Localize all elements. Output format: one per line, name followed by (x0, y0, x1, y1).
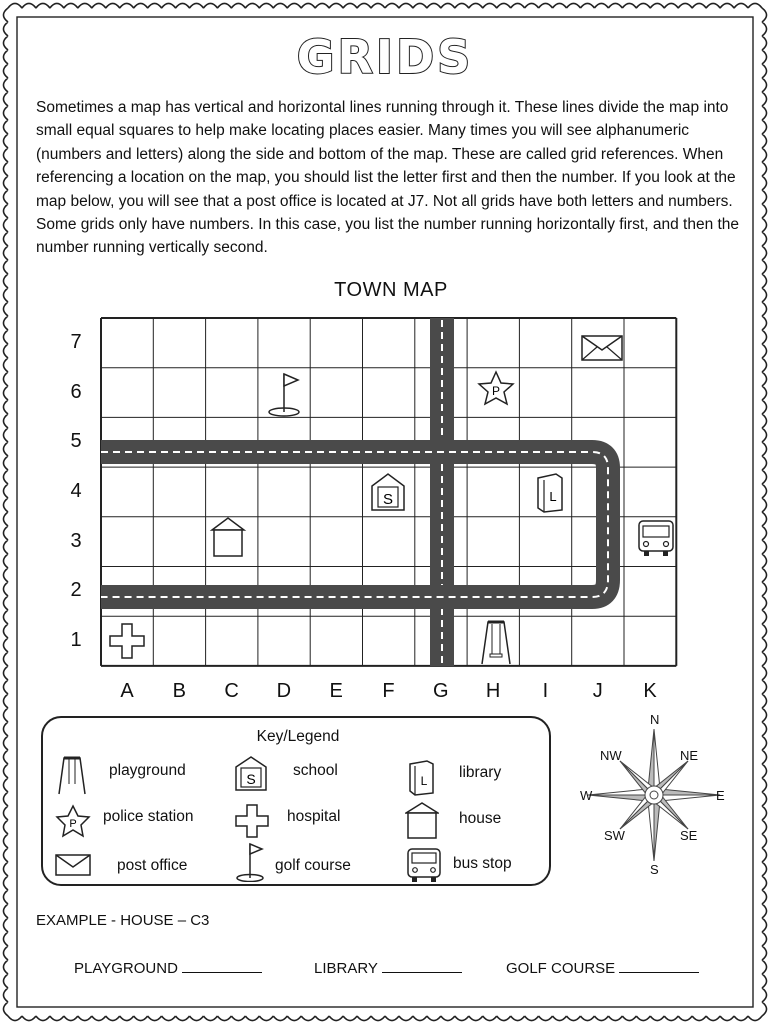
question-playground (74, 958, 262, 977)
school-icon (235, 756, 267, 792)
column-label-A: A (120, 680, 134, 702)
legend-label-school: school (293, 762, 338, 779)
library-icon-letter: L (549, 489, 557, 504)
school-icon-letter: S (382, 491, 394, 508)
playground-icon (55, 756, 89, 796)
row-label-7: 7 (70, 330, 82, 353)
police-icon-letter: P (491, 384, 501, 398)
compass-rose (570, 712, 746, 882)
map-title: TOWN MAP (334, 279, 448, 301)
answer-blank-library[interactable] (382, 958, 462, 973)
golf-course-icon (269, 374, 299, 416)
roads (101, 318, 608, 666)
page-title: GRIDS (296, 30, 474, 84)
legend-label-house: house (459, 810, 502, 827)
post-office-icon (582, 336, 622, 360)
row-label-3: 3 (70, 529, 82, 552)
bus-stop-icon (407, 848, 441, 884)
library-icon (409, 760, 435, 796)
compass-s: S (650, 862, 659, 877)
column-label-H: H (485, 680, 501, 702)
legend-label-police-station: police station (103, 808, 194, 825)
column-label-E: E (329, 680, 343, 702)
compass-e: E (716, 788, 725, 803)
legend-police-letter: P (69, 818, 77, 830)
compass-ne: NE (680, 748, 699, 763)
compass-sw: SW (604, 828, 625, 843)
hospital-icon (110, 624, 144, 658)
road-loop (101, 452, 608, 597)
golf-course-icon (235, 842, 265, 882)
row-label-1: 1 (70, 629, 82, 652)
compass-se: SE (680, 828, 698, 843)
compass-nw: NW (600, 748, 622, 763)
intro-paragraph: Sometimes a map has vertical and horizontal lines running through it. These lines divide the map into small equal squares to help make locating places easier. Many times you will see alphanumeric (numbers and letters) along the side and bottom of the map. These are called grid references. When referencing a location on the map, you should list the letter first and then the number. If you look at the map below, you will see that a post office is located at J7. Not all grids have both letters and numbers. Some grids only have numbers. In this case, you list the number running horizontally first, and then the number running vertically second. (36, 99, 740, 257)
police-station-icon (479, 372, 513, 404)
bus-stop-icon (639, 521, 673, 556)
hospital-icon (235, 804, 269, 838)
column-label-J: J (592, 680, 603, 702)
column-label-I: I (542, 680, 549, 702)
post-office-icon (55, 854, 91, 876)
compass-w: W (580, 788, 593, 803)
legend-label-playground: playground (109, 762, 186, 779)
example-answer: EXAMPLE - HOUSE – C3 (36, 912, 210, 929)
legend-library-letter: L (420, 774, 428, 788)
answer-blank-golf-course[interactable] (619, 958, 699, 973)
road-loop-dash (101, 452, 608, 597)
row-label-6: 6 (70, 380, 82, 403)
question-library-label: LIBRARY (314, 960, 378, 977)
question-playground-label: PLAYGROUND (74, 960, 178, 977)
map-icons (110, 336, 673, 664)
house-icon (212, 518, 244, 556)
column-label-G: G (433, 680, 449, 702)
police-station-icon (55, 804, 91, 838)
legend-label-post-office: post office (117, 857, 188, 874)
question-library (314, 958, 462, 977)
legend-title: Key/Legend (256, 728, 340, 745)
row-label-5: 5 (70, 430, 82, 453)
row-label-2: 2 (70, 579, 82, 602)
map-legend (41, 716, 551, 886)
column-label-F: F (382, 680, 395, 702)
column-label-D: D (276, 680, 292, 702)
school-icon (372, 474, 404, 510)
compass-n: N (650, 712, 660, 727)
column-label-K: K (643, 680, 657, 702)
legend-label-hospital: hospital (287, 808, 341, 825)
playground-icon (482, 622, 510, 664)
library-icon (538, 474, 562, 512)
question-golf-label: GOLF COURSE (506, 960, 616, 977)
house-icon (405, 802, 439, 840)
column-label-C: C (224, 680, 239, 702)
column-label-B: B (172, 680, 186, 702)
question-golf-course (506, 958, 699, 977)
legend-label-golf-course: golf course (275, 857, 351, 874)
legend-label-library: library (459, 764, 502, 781)
row-label-4: 4 (70, 479, 82, 502)
legend-school-letter: S (246, 771, 256, 787)
legend-label-bus-stop: bus stop (453, 855, 512, 872)
answer-blank-playground[interactable] (182, 958, 262, 973)
